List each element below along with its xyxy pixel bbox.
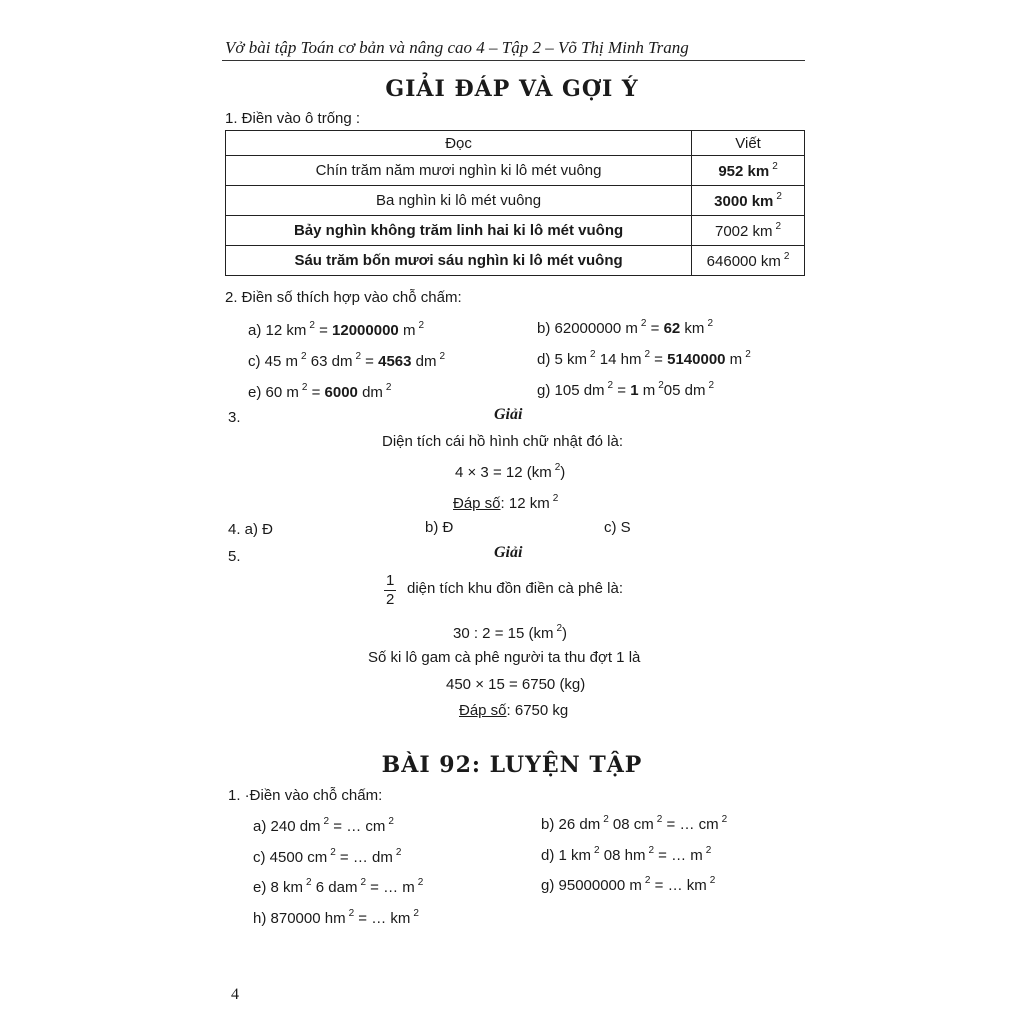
cell-read: Bảy nghìn không trăm linh hai ki lô mét vuông	[226, 216, 692, 246]
q3-calc: 4 × 3 = 12 (km $^2$)	[455, 462, 566, 481]
q4-b: b) Đ	[425, 519, 454, 536]
q1-label: 1. Điền vào ô trống :	[225, 110, 361, 127]
q2-label: 2. Điền số thích hợp vào chỗ chấm:	[225, 289, 462, 306]
q5-line1: diện tích khu đồn điền cà phê là:	[407, 580, 623, 597]
q2-item-g: g) 105 dm $^2$ = 1 m $^2$05 dm $^2$	[537, 380, 715, 399]
q5-fraction	[384, 572, 396, 609]
table-row	[226, 186, 805, 216]
cell-write: 646000 km $^2$	[692, 246, 805, 276]
q1-table	[225, 130, 805, 276]
running-header: Vở bài tập Toán cơ bản và nâng cao 4 – Tập 2 – Võ Thị Minh Trang	[225, 38, 689, 57]
cell-write: 7002 km $^2$	[692, 216, 805, 246]
q3-number: 3.	[228, 409, 241, 426]
q2-item-e: e) 60 m $^2$ = 6000 dm $^2$	[248, 382, 392, 401]
table-row	[226, 246, 805, 276]
q5-calc1: 30 : 2 = 15 (km $^2$)	[453, 623, 568, 642]
q4-c: c) S	[604, 519, 631, 536]
table-header-row	[226, 131, 805, 156]
ex1-label: 1. ·Điền vào chỗ chấm:	[228, 787, 383, 804]
q5-giai: Giải	[494, 544, 523, 561]
cell-read: Ba nghìn ki lô mét vuông	[226, 186, 692, 216]
ex1-item-a: a) 240 dm $^2$ = … cm $^2$	[253, 816, 394, 835]
q2-item-a: a) 12 km $^2$ = 12000000 m $^2$	[248, 320, 425, 339]
table-row	[226, 156, 805, 186]
q3-line1: Diện tích cái hồ hình chữ nhật đó là:	[382, 433, 624, 450]
cell-write: 952 km $^2$	[692, 156, 805, 186]
fraction-denominator: 2	[386, 591, 395, 608]
section-title-lesson-92: BÀI 92: LUYỆN TẬP	[381, 752, 643, 778]
col-header-write: Viết	[692, 131, 805, 156]
fraction-numerator: 1	[386, 572, 395, 589]
col-header-read: Đọc	[226, 131, 692, 156]
ex1-item-d: d) 1 km $^2$ 08 hm $^2$ = … m $^2$	[541, 845, 712, 864]
q2-item-b: b) 62000000 m $^2$ = 62 km $^2$	[537, 318, 713, 337]
section-title-answers: GIẢI ĐÁP VÀ GỢI Ý	[385, 76, 639, 102]
ex1-item-h: h) 870000 hm $^2$ = … km $^2$	[253, 908, 419, 927]
ex1-item-e: e) 8 km $^2$ 6 dam $^2$ = … m $^2$	[253, 877, 424, 896]
q3-giai: Giải	[494, 406, 523, 423]
table-row	[226, 216, 805, 246]
q5-calc2: 450 × 15 = 6750 (kg)	[446, 676, 586, 693]
q5-number: 5.	[228, 548, 241, 565]
header-rule	[222, 60, 805, 61]
cell-read: Chín trăm năm mươi nghìn ki lô mét vuông	[226, 156, 692, 186]
ex1-item-c: c) 4500 cm $^2$ = … dm $^2$	[253, 847, 402, 866]
cell-write: 3000 km $^2$	[692, 186, 805, 216]
q2-item-d: d) 5 km $^2$ 14 hm $^2$ = 5140000 m $^2$	[537, 349, 751, 368]
ex1-item-g: g) 95000000 m $^2$ = … km $^2$	[541, 875, 716, 894]
q3-answer: Đáp số: 12 km $^2$	[453, 493, 559, 512]
ex1-item-b: b) 26 dm $^2$ 08 cm $^2$ = … cm $^2$	[541, 814, 728, 833]
q5-answer: Đáp số: 6750 kg	[459, 702, 569, 719]
cell-read: Sáu trăm bốn mươi sáu nghìn ki lô mét vuông	[226, 246, 692, 276]
q4-a: 4. a) Đ	[228, 521, 274, 538]
page-number: 4	[231, 986, 239, 1003]
q2-item-c: c) 45 m $^2$ 63 dm $^2$ = 4563 dm $^2$	[248, 351, 446, 370]
q5-line2: Số ki lô gam cà phê người ta thu đợt 1 là	[368, 649, 641, 666]
